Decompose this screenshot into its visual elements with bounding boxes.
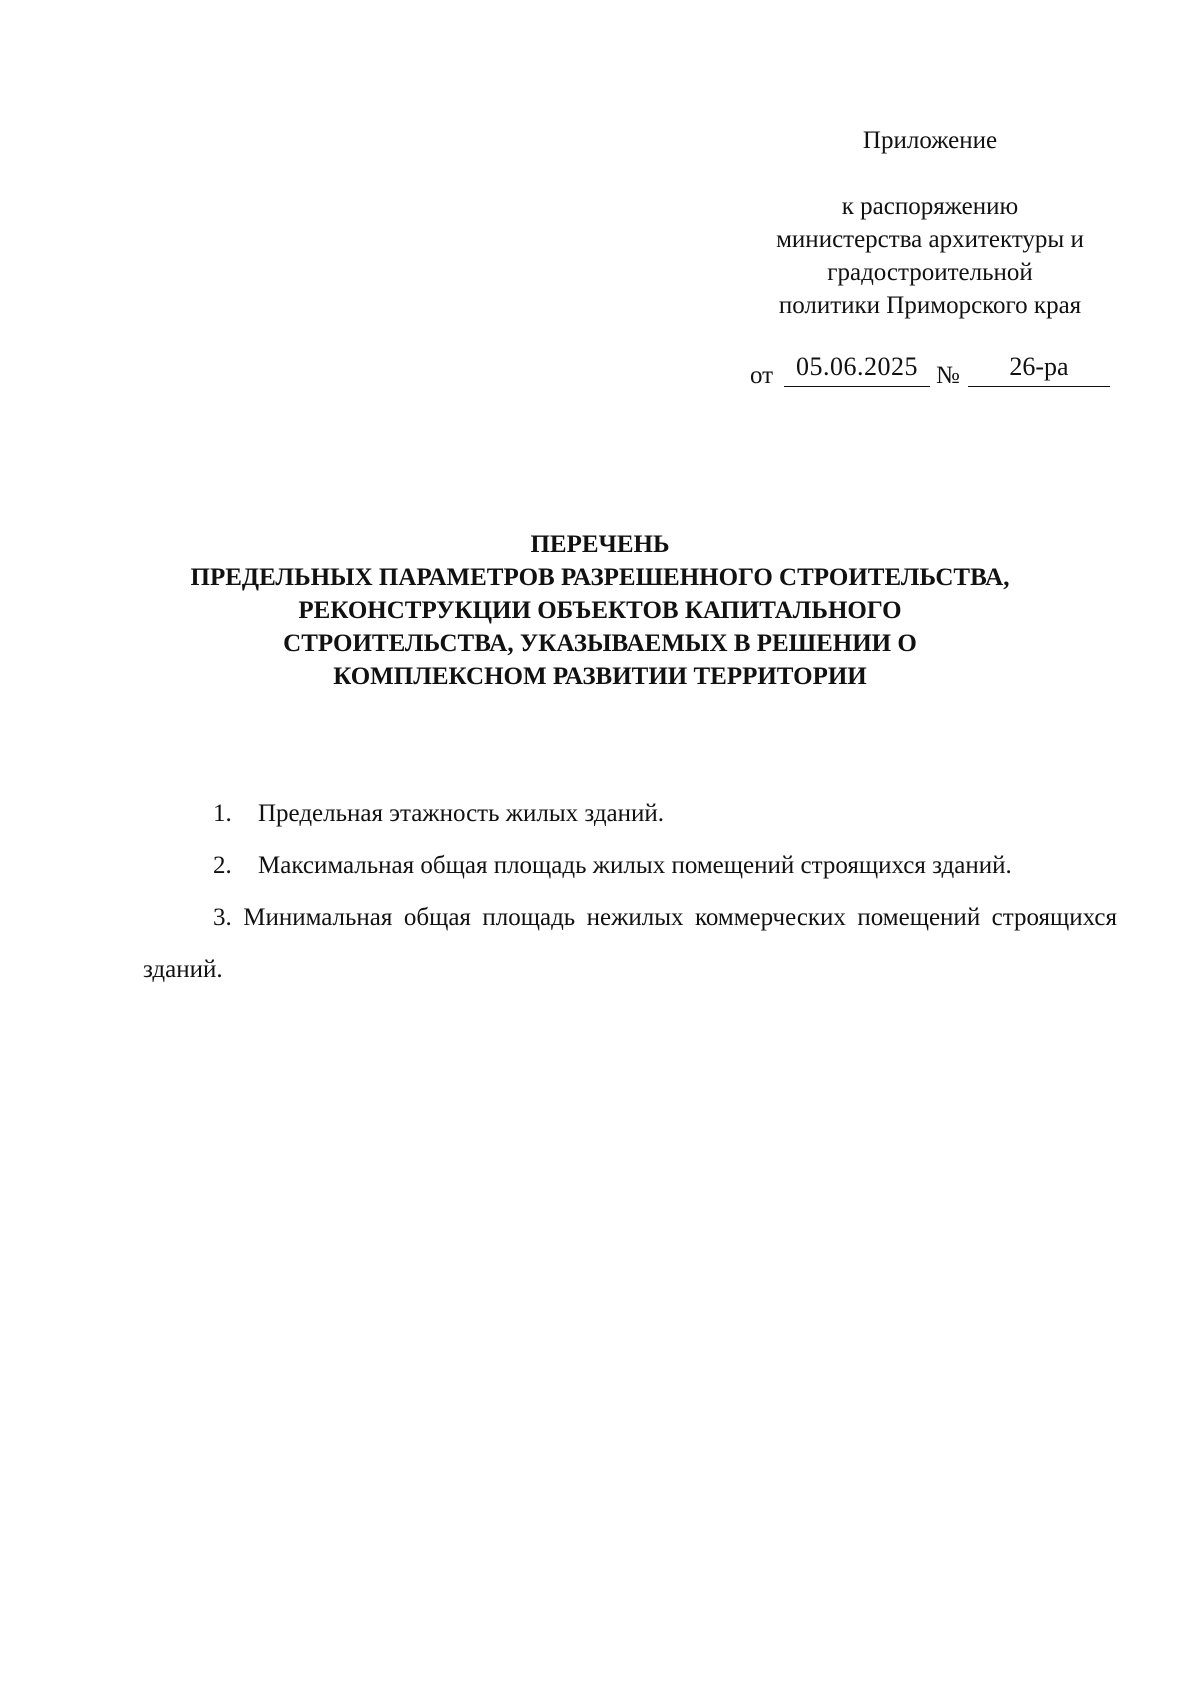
appendix-title: Приложение bbox=[862, 127, 998, 154]
parameters-list bbox=[143, 800, 1117, 996]
list-item-text: Предельная этажность жилых зданий. bbox=[258, 800, 665, 827]
list-item-number: 2. bbox=[213, 852, 232, 879]
list-item-number: 1. bbox=[213, 800, 232, 827]
order-date: 05.06.2025 bbox=[784, 352, 930, 387]
appendix-line: министерства архитектуры и bbox=[776, 226, 1084, 253]
appendix-block bbox=[740, 124, 1120, 322]
heading-line: КОМПЛЕКСНОМ РАЗВИТИИ ТЕРРИТОРИИ bbox=[333, 663, 867, 690]
list-item bbox=[143, 892, 1117, 996]
order-reference bbox=[750, 352, 1110, 392]
heading-line: РЕКОНСТРУКЦИИ ОБЪЕКТОВ КАПИТАЛЬНОГО bbox=[298, 597, 902, 624]
heading-line: ПЕРЕЧЕНЬ bbox=[530, 531, 670, 558]
appendix-line: градостроительной bbox=[827, 259, 1033, 286]
list-item bbox=[143, 852, 1117, 904]
appendix-line: к распоряжению bbox=[841, 193, 1019, 220]
order-number-sign: № bbox=[936, 362, 960, 389]
appendix-line: политики Приморского края bbox=[778, 292, 1082, 319]
heading-line: ПРЕДЕЛЬНЫХ ПАРАМЕТРОВ РАЗРЕШЕННОГО СТРОИТЕЛЬСТВА, bbox=[190, 564, 1010, 591]
list-item-text: Максимальная общая площадь жилых помещений строящихся зданий. bbox=[258, 852, 1012, 879]
list-item bbox=[143, 800, 1117, 852]
list-item-text: Минимальная общая площадь нежилых коммерческих помещений строящихся зданий. bbox=[143, 904, 1118, 983]
heading-line: СТРОИТЕЛЬСТВА, УКАЗЫВАЕМЫХ В РЕШЕНИИ О bbox=[283, 630, 917, 657]
list-item-number: 3. bbox=[213, 904, 232, 931]
document-heading bbox=[130, 528, 1070, 693]
order-date-prefix: от bbox=[750, 362, 774, 389]
order-number: 26-ра bbox=[968, 352, 1110, 387]
